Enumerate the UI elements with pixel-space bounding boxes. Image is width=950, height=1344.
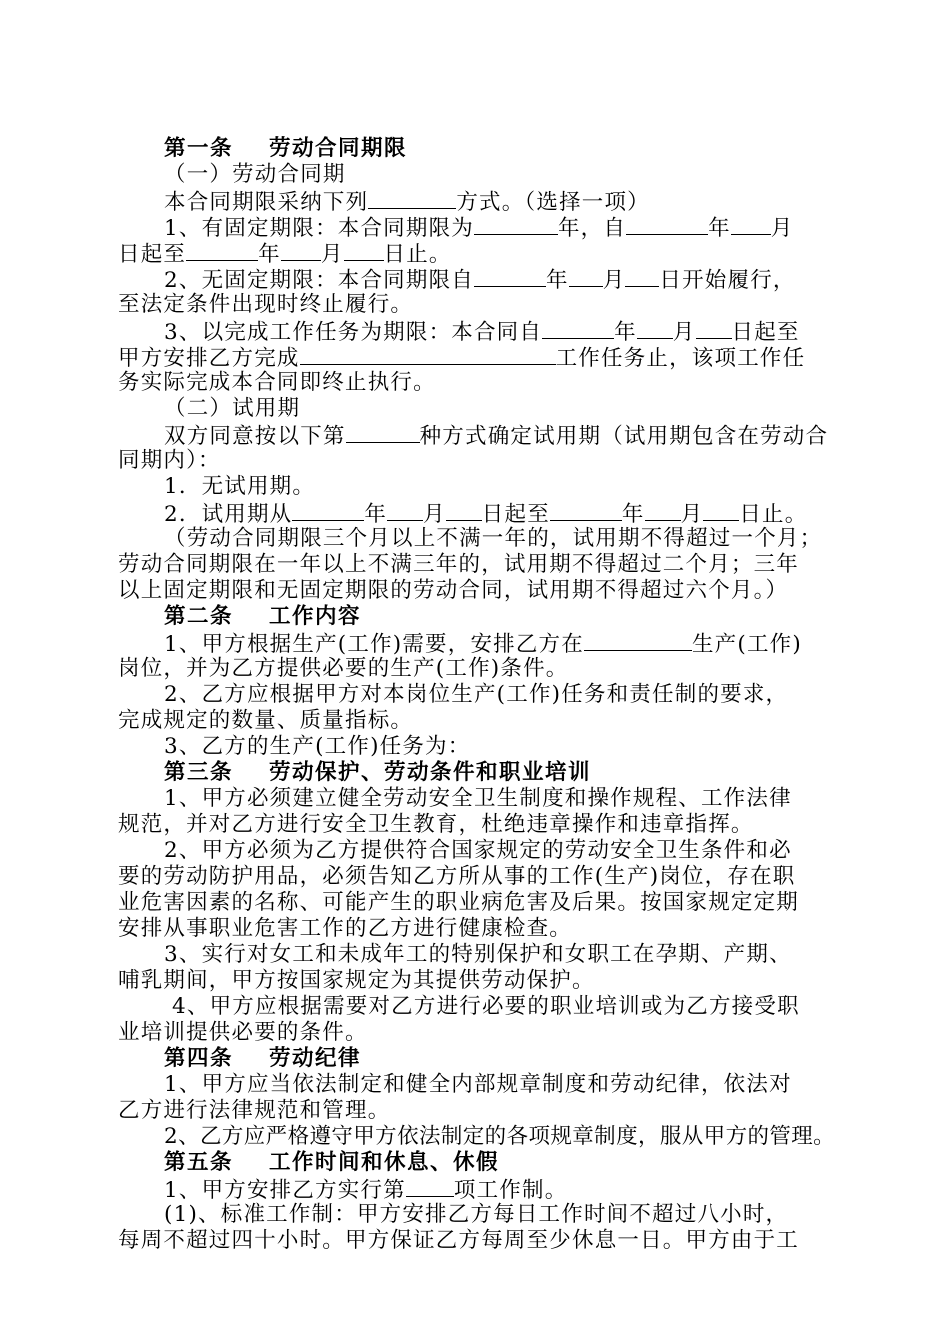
- paragraph-line: 乙方进行法律规范和管理。: [118, 1098, 391, 1123]
- article-2-heading: [118, 604, 836, 630]
- fill-blank[interactable]: [346, 422, 420, 443]
- fill-blank[interactable]: [186, 240, 258, 261]
- fill-blank[interactable]: [550, 500, 622, 521]
- article-title: 劳动合同期限: [269, 136, 408, 161]
- paragraph-line: 3、实行对女工和未成年工的特别保护和女职工在孕期、产期、: [164, 942, 792, 967]
- article-title: 劳动纪律: [269, 1046, 362, 1071]
- fill-blank[interactable]: [344, 240, 384, 261]
- paragraph-line: (1)、标准工作制：甲方安排乙方每日工作时间不超过八小时，: [164, 1202, 789, 1227]
- paragraph-line: 安排从事职业危害工作的乙方进行健康检查。: [118, 916, 573, 941]
- note-line: 以上固定期限和无固定期限的劳动合同，试用期不得超过六个月。）: [118, 578, 789, 603]
- paragraph-line: 3、乙方的生产(工作)任务为：: [164, 734, 471, 759]
- paragraph-line: 务实际完成本合同即终止执行。: [118, 370, 436, 395]
- paragraph-line: 哺乳期间，甲方按国家规定为其提供劳动保护。: [118, 968, 595, 993]
- paragraph-line: 1、甲方必须建立健全劳动安全卫生制度和操作规程、工作法律: [164, 786, 792, 811]
- fill-blank[interactable]: [368, 188, 456, 209]
- fill-blank[interactable]: [645, 500, 681, 521]
- section-heading: （二）试用期: [164, 396, 301, 421]
- paragraph-line: 2、甲方必须为乙方提供符合国家规定的劳动安全卫生条件和必: [164, 838, 792, 863]
- fill-blank[interactable]: [731, 214, 771, 235]
- fill-blank[interactable]: [626, 214, 708, 235]
- article-number: 第二条: [164, 604, 234, 629]
- paragraph-line: 2、乙方应严格遵守甲方依法制定的各项规章制度，服从甲方的管理。: [164, 1124, 836, 1149]
- fill-blank[interactable]: [474, 266, 546, 287]
- paragraph-line: 同期内）：: [118, 448, 221, 473]
- note-line: （劳动合同期限三个月以上不满一年的，试用期不得超过一个月；: [164, 526, 823, 551]
- paragraph-line: 1、甲方根据生产(工作)需要，安排乙方在 生产(工作): [164, 632, 802, 657]
- paragraph-line: 2、无固定期限：本合同期限自 年 月 日开始履行，: [164, 268, 796, 293]
- article-3-heading: [118, 760, 836, 786]
- fill-blank[interactable]: [387, 500, 423, 521]
- fill-blank[interactable]: [584, 630, 692, 651]
- contract-document: [118, 136, 836, 1254]
- fill-blank[interactable]: [542, 318, 614, 339]
- paragraph-line: 完成规定的数量、质量指标。: [118, 708, 414, 733]
- article-title: 工作时间和休息、休假: [269, 1150, 500, 1175]
- paragraph-line: 本合同期限采纳下列 方式。（选择一项）: [164, 190, 650, 215]
- note-line: 劳动合同期限在一年以上不满三年的，试用期不得超过二个月；三年: [118, 552, 800, 577]
- fill-blank[interactable]: [696, 318, 732, 339]
- section-heading: （一）劳动合同期: [164, 162, 346, 187]
- paragraph-line: 2．试用期从 年 月 日起至 年 月 日止。: [164, 502, 808, 527]
- paragraph-line: 业培训提供必要的条件。: [118, 1020, 368, 1045]
- article-title: 劳动保护、劳动条件和职业培训: [269, 760, 592, 785]
- fill-blank[interactable]: [281, 240, 321, 261]
- paragraph-line: 1、甲方安排乙方实行第 项工作制。: [164, 1178, 568, 1203]
- fill-blank[interactable]: [569, 266, 603, 287]
- fill-blank[interactable]: [406, 1176, 454, 1197]
- article-5-heading: [118, 1150, 836, 1176]
- article-1-heading: [118, 136, 836, 162]
- fill-blank[interactable]: [637, 318, 673, 339]
- paragraph-line: 4、甲方应根据需要对乙方进行必要的职业培训或为乙方接受职: [172, 994, 800, 1019]
- fill-blank[interactable]: [474, 214, 558, 235]
- paragraph-line: 至法定条件出现时终止履行。: [118, 292, 414, 317]
- paragraph-line: 日起至 年 月 日止。: [118, 242, 452, 267]
- article-number: 第五条: [164, 1150, 234, 1175]
- paragraph-line: 业危害因素的名称、可能产生的职业病危害及后果。按国家规定定期: [118, 890, 800, 915]
- paragraph-line: 1、甲方应当依法制定和健全内部规章制度和劳动纪律，依法对: [164, 1072, 792, 1097]
- article-number: 第三条: [164, 760, 234, 785]
- fill-blank[interactable]: [625, 266, 659, 287]
- paragraph-line: 双方同意按以下第 种方式确定试用期（试用期包含在劳动合: [164, 424, 829, 449]
- fill-blank[interactable]: [292, 500, 364, 521]
- article-number: 第四条: [164, 1046, 234, 1071]
- fill-blank[interactable]: [703, 500, 739, 521]
- article-title: 工作内容: [269, 604, 362, 629]
- paragraph-line: 甲方安排乙方完成 工作任务止，该项工作任: [118, 346, 806, 371]
- fill-blank[interactable]: [446, 500, 482, 521]
- paragraph-line: 1．无试用期。: [164, 474, 316, 499]
- paragraph-line: 要的劳动防护用品，必须告知乙方所从事的工作(生产)岗位，存在职: [118, 864, 796, 889]
- paragraph-line: 2、乙方应根据甲方对本岗位生产(工作)任务和责任制的要求，: [164, 682, 789, 707]
- paragraph-line: 岗位，并为乙方提供必要的生产(工作)条件。: [118, 656, 569, 681]
- paragraph-line: 每周不超过四十小时。甲方保证乙方每周至少休息一日。甲方由于工: [118, 1228, 800, 1253]
- paragraph-line: 3、以完成工作任务为期限：本合同自 年 月 日起至: [164, 320, 800, 345]
- paragraph-line: 1、有固定期限：本合同期限为 年，自 年 月: [164, 216, 794, 241]
- paragraph-line: 规范，并对乙方进行安全卫生教育，杜绝违章操作和违章指挥。: [118, 812, 754, 837]
- fill-blank[interactable]: [300, 344, 556, 365]
- article-4-heading: [118, 1046, 836, 1072]
- article-number: 第一条: [164, 136, 234, 161]
